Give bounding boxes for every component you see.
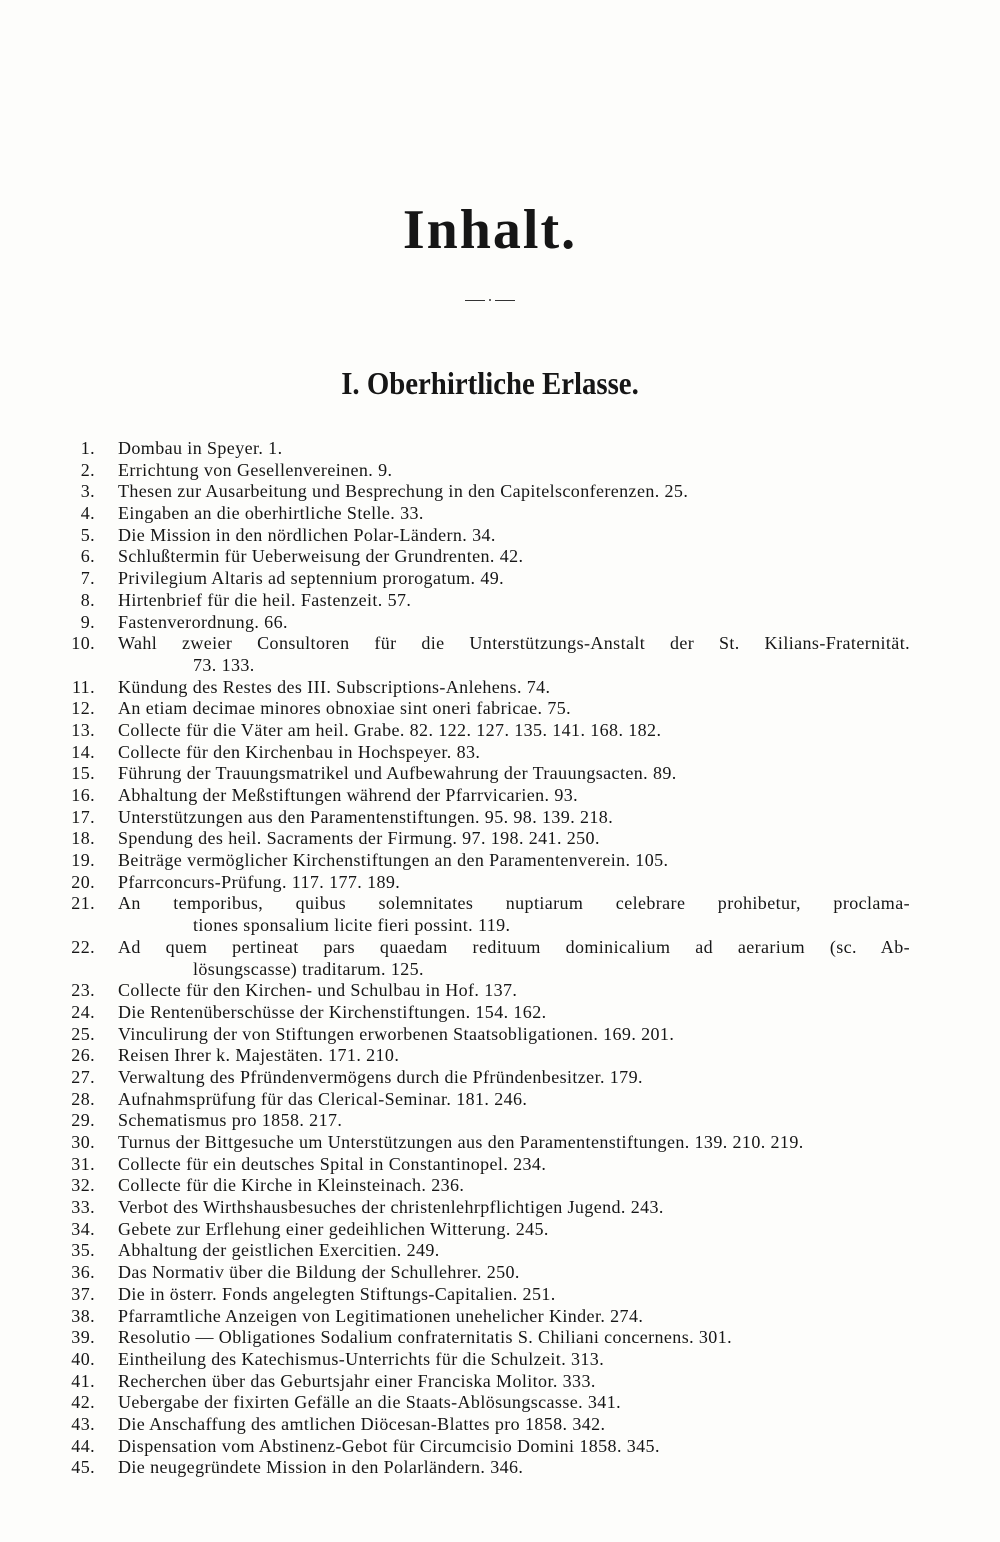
entry-number: 14. (71, 741, 95, 762)
entry-title: Die Anschaffung des amtlichen Diöcesan-Blattes pro 1858. 342. (118, 1413, 606, 1434)
table-of-contents (0, 438, 1000, 1479)
toc-entry (0, 1284, 1000, 1306)
entry-title: Die neugegründete Mission in den Polarländern. 346. (118, 1457, 524, 1478)
entry-title: Eintheilung des Katechismus-Unterrichts für die Schulzeit. 313. (118, 1348, 605, 1369)
entry-title: Recherchen über das Geburtsjahr einer Franciska Molitor. 333. (118, 1370, 596, 1391)
entry-title: An temporibus, quibus solemnitates nuptiarum celebrare prohibetur, proclama- (118, 893, 910, 914)
entry-title: Thesen zur Ausarbeitung und Besprechung in den Capitelsconferenzen. 25. (118, 481, 689, 502)
toc-entry (0, 1349, 1000, 1371)
toc-entry (0, 503, 1000, 525)
toc-entry (0, 1327, 1000, 1349)
entry-title: Beiträge vermöglicher Kirchenstiftungen an den Paramentenverein. 105. (118, 850, 669, 871)
entry-title: Uebergabe der fixirten Gefälle an die Staats-Ablösungscasse. 341. (118, 1392, 622, 1413)
entry-title: Die Rentenüberschüsse der Kirchenstiftungen. 154. 162. (118, 1001, 547, 1022)
entry-number: 4. (80, 503, 95, 524)
entry-title: Collecte für den Kirchenbau in Hochspeyer. 83. (118, 741, 481, 762)
toc-entry (0, 1436, 1000, 1458)
entry-number: 25. (71, 1023, 95, 1044)
toc-entry (0, 807, 1000, 829)
toc-entry (0, 980, 1000, 1002)
entry-title: Eingaben an die oberhirtliche Stelle. 33. (118, 503, 424, 524)
toc-entry (0, 546, 1000, 568)
entry-number: 44. (71, 1435, 95, 1456)
toc-entry (0, 1175, 1000, 1197)
entry-title: Collecte für den Kirchen- und Schulbau in Hof. 137. (118, 980, 518, 1001)
entry-title: Gebete zur Erflehung einer gedeihlichen Witterung. 245. (118, 1218, 549, 1239)
toc-entry-continuation (0, 655, 1000, 677)
entry-number: 42. (71, 1392, 95, 1413)
entry-number: 9. (80, 611, 95, 632)
entry-title-continuation: lösungscasse) traditarum. 125. (193, 958, 424, 979)
entry-title: Die Mission in den nördlichen Polar-Ländern. 34. (118, 524, 496, 545)
entry-title: Vinculirung der von Stiftungen erworbenen Staatsobligationen. 169. 201. (118, 1023, 675, 1044)
entry-title: Wahl zweier Consultoren für die Unterstützungs-Anstalt der St. Kilians-Fraternität. (118, 633, 910, 654)
toc-entry (0, 937, 1000, 959)
entry-title-continuation: 73. 133. (193, 654, 255, 675)
entry-title: Abhaltung der geistlichen Exercitien. 249. (118, 1240, 440, 1261)
entry-title: Fastenverordnung. 66. (118, 611, 288, 632)
entry-title: Privilegium Altaris ad septennium prorogatum. 49. (118, 568, 505, 589)
entry-number: 29. (71, 1110, 95, 1131)
entry-number: 45. (71, 1457, 95, 1478)
toc-entry (0, 612, 1000, 634)
entry-number: 22. (71, 936, 95, 957)
toc-entry (0, 1045, 1000, 1067)
entry-title: Kündung des Restes des III. Subscriptions-Anlehens. 74. (118, 676, 551, 697)
toc-entry (0, 1197, 1000, 1219)
entry-title: Collecte für die Kirche in Kleinsteinach. 236. (118, 1175, 465, 1196)
entry-number: 19. (71, 850, 95, 871)
entry-number: 20. (71, 871, 95, 892)
toc-entry (0, 438, 1000, 460)
toc-entry (0, 1392, 1000, 1414)
entry-title: Verbot des Wirthshausbesuches der christenlehrpflichtigen Jugend. 243. (118, 1197, 664, 1218)
toc-entry (0, 850, 1000, 872)
toc-entry (0, 785, 1000, 807)
entry-title: Spendung des heil. Sacraments der Firmung. 97. 198. 241. 250. (118, 828, 600, 849)
toc-entry (0, 1414, 1000, 1436)
entry-number: 7. (80, 568, 95, 589)
toc-entry (0, 1024, 1000, 1046)
entry-number: 15. (71, 763, 95, 784)
entry-number: 17. (71, 806, 95, 827)
entry-title: Collecte für die Väter am heil. Grabe. 82. 122. 127. 135. 141. 168. 182. (118, 719, 662, 740)
entry-number: 27. (71, 1066, 95, 1087)
entry-number: 21. (71, 893, 95, 914)
entry-title: Verwaltung des Pfründenvermögens durch die Pfründenbesitzer. 179. (118, 1066, 643, 1087)
section-heading: I. Oberhirtliche Erlasse. (341, 365, 639, 401)
toc-entry (0, 1089, 1000, 1111)
divider-line-right (495, 300, 515, 301)
toc-entry (0, 460, 1000, 482)
entry-number: 39. (71, 1327, 95, 1348)
entry-number: 5. (80, 524, 95, 545)
entry-title: Unterstützungen aus den Paramentenstiftungen. 95. 98. 139. 218. (118, 806, 614, 827)
entry-number: 33. (71, 1197, 95, 1218)
entry-title: Pfarramtliche Anzeigen von Legitimationen unehelicher Kinder. 274. (118, 1305, 644, 1326)
toc-entry-continuation (0, 915, 1000, 937)
entry-title: Die in österr. Fonds angelegten Stiftungs-Capitalien. 251. (118, 1283, 556, 1304)
entry-title: Collecte für ein deutsches Spital in Constantinopel. 234. (118, 1153, 547, 1174)
entry-number: 38. (71, 1305, 95, 1326)
entry-number: 30. (71, 1132, 95, 1152)
toc-entry (0, 1132, 1000, 1154)
entry-title: Führung der Trauungsmatrikel und Aufbewahrung der Trauungsacten. 89. (118, 763, 677, 784)
entry-number: 3. (80, 481, 95, 502)
toc-entry (0, 1262, 1000, 1284)
entry-number: 31. (71, 1153, 95, 1174)
entry-number: 43. (71, 1413, 95, 1434)
toc-entry (0, 677, 1000, 699)
title-divider (465, 299, 515, 302)
entry-title-continuation: tiones sponsalium licite fieri possint. 119. (193, 915, 511, 936)
toc-entry (0, 720, 1000, 742)
toc-entry (0, 742, 1000, 764)
toc-entry (0, 525, 1000, 547)
entry-number: 24. (71, 1001, 95, 1022)
entry-title: Das Normativ über die Bildung der Schullehrer. 250. (118, 1262, 520, 1283)
toc-entry (0, 893, 1000, 915)
entry-title: Schematismus pro 1858. 217. (118, 1110, 343, 1131)
toc-entry (0, 1002, 1000, 1024)
entry-number: 41. (71, 1370, 95, 1391)
entry-title: Resolutio — Obligationes Sodalium confraternitatis S. Chiliani concernens. 301. (118, 1327, 733, 1348)
entry-title: Turnus der Bittgesuche um Unterstützungen aus den Paramentenstiftungen. 139. 210. 219. (118, 1132, 804, 1152)
entry-title: Pfarrconcurs-Prüfung. 117. 177. 189. (118, 871, 401, 892)
entry-title: Reisen Ihrer k. Majestäten. 171. 210. (118, 1045, 400, 1066)
toc-entry (0, 1067, 1000, 1089)
entry-title: Abhaltung der Meßstiftungen während der Pfarrvicarien. 93. (118, 785, 579, 805)
toc-entry (0, 590, 1000, 612)
toc-entry (0, 568, 1000, 590)
toc-entry (0, 872, 1000, 894)
entry-number: 34. (71, 1218, 95, 1239)
entry-title: Ad quem pertineat pars quaedam redituum dominicalium ad aerarium (sc. Ab- (118, 936, 910, 957)
toc-entry (0, 1457, 1000, 1479)
entry-number: 16. (71, 785, 95, 805)
entry-number: 11. (71, 676, 95, 697)
toc-entry (0, 1306, 1000, 1328)
page-title: Inhalt. (402, 199, 578, 261)
toc-entry (0, 828, 1000, 850)
entry-number: 36. (71, 1262, 95, 1283)
divider-dot (489, 299, 491, 301)
entry-number: 35. (71, 1240, 95, 1261)
toc-entry (0, 763, 1000, 785)
toc-entry (0, 698, 1000, 720)
entry-number: 32. (71, 1175, 95, 1196)
toc-entry (0, 1371, 1000, 1393)
entry-number: 37. (71, 1283, 95, 1304)
toc-entry (0, 1154, 1000, 1176)
entry-number: 10. (71, 633, 95, 654)
entry-number: 18. (71, 828, 95, 849)
toc-entry (0, 1219, 1000, 1241)
toc-entry (0, 1240, 1000, 1262)
entry-number: 8. (80, 589, 95, 610)
entry-title: Schlußtermin für Ueberweisung der Grundrenten. 42. (118, 546, 524, 567)
toc-entry-continuation (0, 959, 1000, 981)
entry-title: Dispensation vom Abstinenz-Gebot für Circumcisio Domini 1858. 345. (118, 1435, 660, 1456)
entry-title: Hirtenbrief für die heil. Fastenzeit. 57. (118, 589, 412, 610)
entry-title: Dombau in Speyer. 1. (118, 438, 283, 458)
entry-number: 40. (71, 1348, 95, 1369)
entry-number: 6. (80, 546, 95, 567)
divider-line-left (465, 300, 485, 301)
entry-number: 23. (71, 980, 95, 1001)
toc-entry (0, 633, 1000, 655)
entry-number: 26. (71, 1045, 95, 1066)
entry-number: 1. (80, 438, 95, 458)
entry-title: Aufnahmsprüfung für das Clerical-Seminar. 181. 246. (118, 1088, 528, 1109)
toc-entry (0, 1110, 1000, 1132)
entry-number: 28. (71, 1088, 95, 1109)
toc-entry (0, 481, 1000, 503)
entry-number: 13. (71, 719, 95, 740)
entry-number: 2. (80, 459, 95, 480)
entry-title: Errichtung von Gesellenvereinen. 9. (118, 459, 393, 480)
entry-title: An etiam decimae minores obnoxiae sint oneri fabricae. 75. (118, 698, 572, 719)
entry-number: 12. (71, 698, 95, 719)
